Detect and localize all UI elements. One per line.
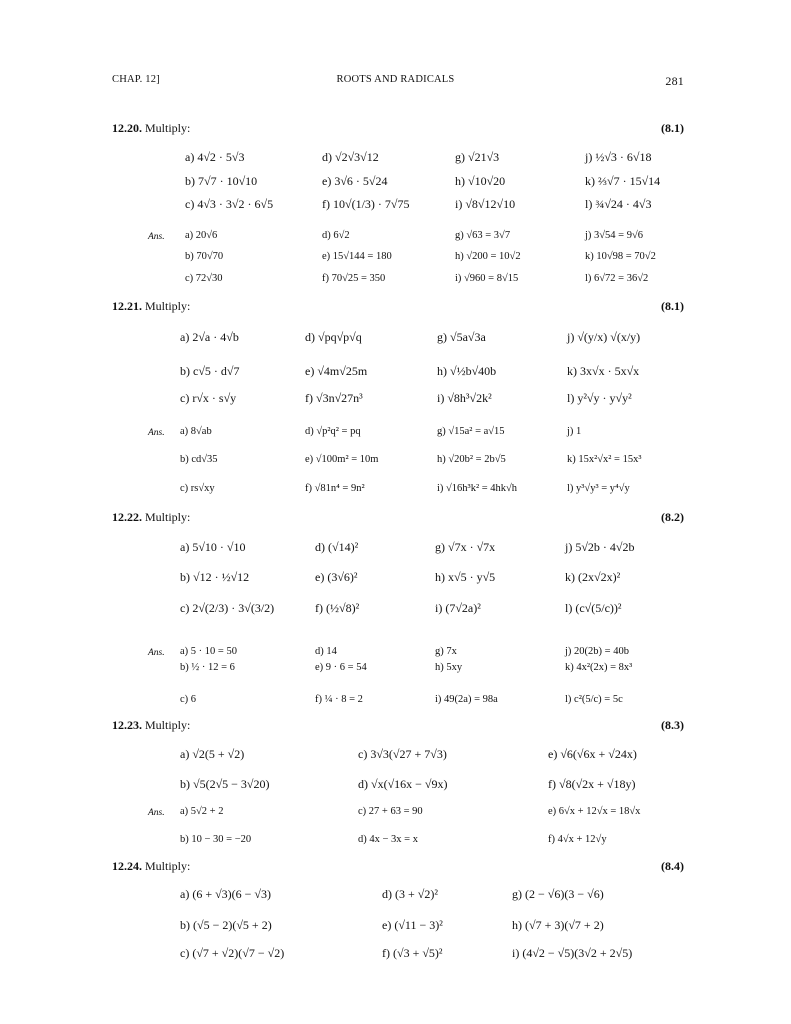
section-label: Multiply: <box>145 859 191 873</box>
problem: j) √(y/x) √(x/y) <box>567 330 641 344</box>
answer: e) √100m² = 10m <box>305 454 379 465</box>
problem: f) (√3 + √5)² <box>382 946 443 960</box>
problem-row <box>0 174 791 194</box>
answer: i) √16h³k² = 4hk√h <box>437 483 518 494</box>
answer-row <box>0 694 791 714</box>
answer: g) √63 = 3√7 <box>455 230 511 241</box>
answer: f) 4√x + 12√y <box>548 834 607 845</box>
answer: b) 70√70 <box>185 251 224 262</box>
problem: h) √½b√40b <box>437 364 497 378</box>
answer-row <box>0 230 791 250</box>
problem: b) √12 · ½√12 <box>180 570 250 584</box>
page-number: 281 <box>665 74 684 88</box>
problem: g) √21√3 <box>455 150 500 164</box>
answer: c) 72√30 <box>185 273 223 284</box>
answer-row <box>0 483 791 503</box>
problem-row <box>0 946 791 966</box>
answer: e) 9 · 6 = 54 <box>315 662 367 673</box>
answer: j) 20(2b) = 40b <box>565 646 629 657</box>
problem: c) 2√(2/3) · 3√(3/2) <box>180 601 275 615</box>
problem: l) y²√y · y√y² <box>567 391 632 405</box>
section-number: 12.21. <box>112 299 142 313</box>
answer-row <box>0 834 791 854</box>
problem: g) √7x · √7x <box>435 540 496 554</box>
section-reference: (8.3) <box>661 718 684 732</box>
problem: d) (√14)² <box>315 540 359 554</box>
answer: f) 70√25 = 350 <box>322 273 386 284</box>
problem-row <box>0 777 791 797</box>
problem-row <box>0 330 791 350</box>
problem: f) 10√(1/3) · 7√75 <box>322 197 410 211</box>
problem: k) 3x√x · 5x√x <box>567 364 640 378</box>
answer: a) 5 · 10 = 50 <box>180 646 237 657</box>
answer: f) √81n⁴ = 9n² <box>305 483 365 494</box>
answer: h) 5xy <box>435 662 463 673</box>
answer-label: Ans. <box>148 648 165 658</box>
section-number: 12.20. <box>112 121 142 135</box>
problem: g) (2 − √6)(3 − √6) <box>512 887 604 901</box>
answer: a) 5√2 + 2 <box>180 806 224 817</box>
answer: d) 4x − 3x = x <box>358 834 418 845</box>
problem: e) 3√6 · 5√24 <box>322 174 388 188</box>
problem: a) √2(5 + √2) <box>180 747 245 761</box>
answer: g) 7x <box>435 646 457 657</box>
answer: e) 6√x + 12√x = 18√x <box>548 806 641 817</box>
answer: d) 6√2 <box>322 230 350 241</box>
answer: a) 8√ab <box>180 426 212 437</box>
section-label: Multiply: <box>145 121 191 135</box>
problem-row <box>0 601 791 621</box>
section-label: Multiply: <box>145 510 191 524</box>
problem: c) r√x · s√y <box>180 391 237 405</box>
problem: f) √3n√27n³ <box>305 391 363 405</box>
problem: b) c√5 · d√7 <box>180 364 240 378</box>
problem: l) ¾√24 · 4√3 <box>585 197 652 211</box>
problem: j) ½√3 · 6√18 <box>585 150 652 164</box>
section-reference: (8.1) <box>661 121 684 135</box>
section-reference: (8.4) <box>661 859 684 873</box>
section-number: 12.23. <box>112 718 142 732</box>
section-number: 12.22. <box>112 510 142 524</box>
problem: b) (√5 − 2)(√5 + 2) <box>180 918 272 932</box>
problem: f) √8(√2x + √18y) <box>548 777 636 791</box>
problem-row <box>0 887 791 907</box>
problem: d) √pq√p√q <box>305 330 362 344</box>
problem: k) ⅔√7 · 15√14 <box>585 174 661 188</box>
answer: b) ½ · 12 = 6 <box>180 662 235 673</box>
problem: a) 4√2 · 5√3 <box>185 150 245 164</box>
answer: l) 6√72 = 36√2 <box>585 273 649 284</box>
problem: l) (c√(5/c))² <box>565 601 622 615</box>
problem: b) 7√7 · 10√10 <box>185 174 258 188</box>
answer: d) √p²q² = pq <box>305 426 361 437</box>
problem: e) (3√6)² <box>315 570 358 584</box>
problem: a) 5√10 · √10 <box>180 540 246 554</box>
chapter-label: CHAP. 12] <box>112 74 160 85</box>
problem: a) 2√a · 4√b <box>180 330 239 344</box>
answer: i) √960 = 8√15 <box>455 273 519 284</box>
answer: l) y³√y³ = y⁴√y <box>567 483 630 494</box>
answer-label: Ans. <box>148 232 165 242</box>
problem-row <box>0 570 791 590</box>
answer-row <box>0 273 791 293</box>
problem-row <box>0 918 791 938</box>
problem: h) x√5 · y√5 <box>435 570 496 584</box>
problem-row <box>0 150 791 170</box>
answer: j) 1 <box>567 426 582 437</box>
answer: f) ¼ · 8 = 2 <box>315 694 363 705</box>
problem: a) (6 + √3)(6 − √3) <box>180 887 272 901</box>
problem: k) (2x√2x)² <box>565 570 621 584</box>
problem: c) 4√3 · 3√2 · 6√5 <box>185 197 274 211</box>
answer: h) √20b² = 2b√5 <box>437 454 506 465</box>
answer: d) 14 <box>315 646 337 657</box>
problem-row <box>0 197 791 217</box>
problem-row <box>0 364 791 384</box>
problem-row <box>0 391 791 411</box>
problem: c) (√7 + √2)(√7 − √2) <box>180 946 285 960</box>
answer-row <box>0 251 791 271</box>
problem: h) √10√20 <box>455 174 506 188</box>
answer: k) 15x²√x² = 15x³ <box>567 454 642 465</box>
answer: b) cd√35 <box>180 454 218 465</box>
problem: i) √8√12√10 <box>455 197 516 211</box>
problem: f) (½√8)² <box>315 601 360 615</box>
problem: i) (4√2 − √5)(3√2 + 2√5) <box>512 946 633 960</box>
section-reference: (8.1) <box>661 299 684 313</box>
answer: a) 20√6 <box>185 230 218 241</box>
answer: c) 27 + 63 = 90 <box>358 806 423 817</box>
problem: j) 5√2b · 4√2b <box>565 540 635 554</box>
problem: h) (√7 + 3)(√7 + 2) <box>512 918 604 932</box>
problem: g) √5a√3a <box>437 330 486 344</box>
answer: h) √200 = 10√2 <box>455 251 521 262</box>
answer-label: Ans. <box>148 428 165 438</box>
problem: c) 3√3(√27 + 7√3) <box>358 747 447 761</box>
problem: i) (7√2a)² <box>435 601 481 615</box>
answer-row <box>0 426 791 446</box>
answer-row <box>0 806 791 826</box>
answer: g) √15a² = a√15 <box>437 426 505 437</box>
problem: d) √2√3√12 <box>322 150 379 164</box>
answer: e) 15√144 = 180 <box>322 251 392 262</box>
section-label: Multiply: <box>145 718 191 732</box>
answer: k) 10√98 = 70√2 <box>585 251 656 262</box>
answer: i) 49(2a) = 98a <box>435 694 498 705</box>
problem: d) (3 + √2)² <box>382 887 438 901</box>
answer: c) 6 <box>180 694 197 705</box>
section-label: Multiply: <box>145 299 191 313</box>
answer-label: Ans. <box>148 808 165 818</box>
answer-row <box>0 454 791 474</box>
problem: e) (√11 − 3)² <box>382 918 443 932</box>
section-reference: (8.2) <box>661 510 684 524</box>
problem-row <box>0 747 791 767</box>
answer: j) 3√54 = 9√6 <box>585 230 643 241</box>
problem: i) √8h³√2k² <box>437 391 492 405</box>
answer-row <box>0 662 791 682</box>
problem: e) √4m√25m <box>305 364 368 378</box>
problem-row <box>0 540 791 560</box>
problem: e) √6(√6x + √24x) <box>548 747 637 761</box>
answer: k) 4x²(2x) = 8x³ <box>565 662 633 673</box>
answer: b) 10 − 30 = −20 <box>180 834 252 845</box>
problem: b) √5(2√5 − 3√20) <box>180 777 270 791</box>
problem: d) √x(√16x − √9x) <box>358 777 448 791</box>
answer: c) rs√xy <box>180 483 215 494</box>
chapter-title: ROOTS AND RADICALS <box>336 74 455 85</box>
answer: l) c²(5/c) = 5c <box>565 694 623 705</box>
section-number: 12.24. <box>112 859 142 873</box>
